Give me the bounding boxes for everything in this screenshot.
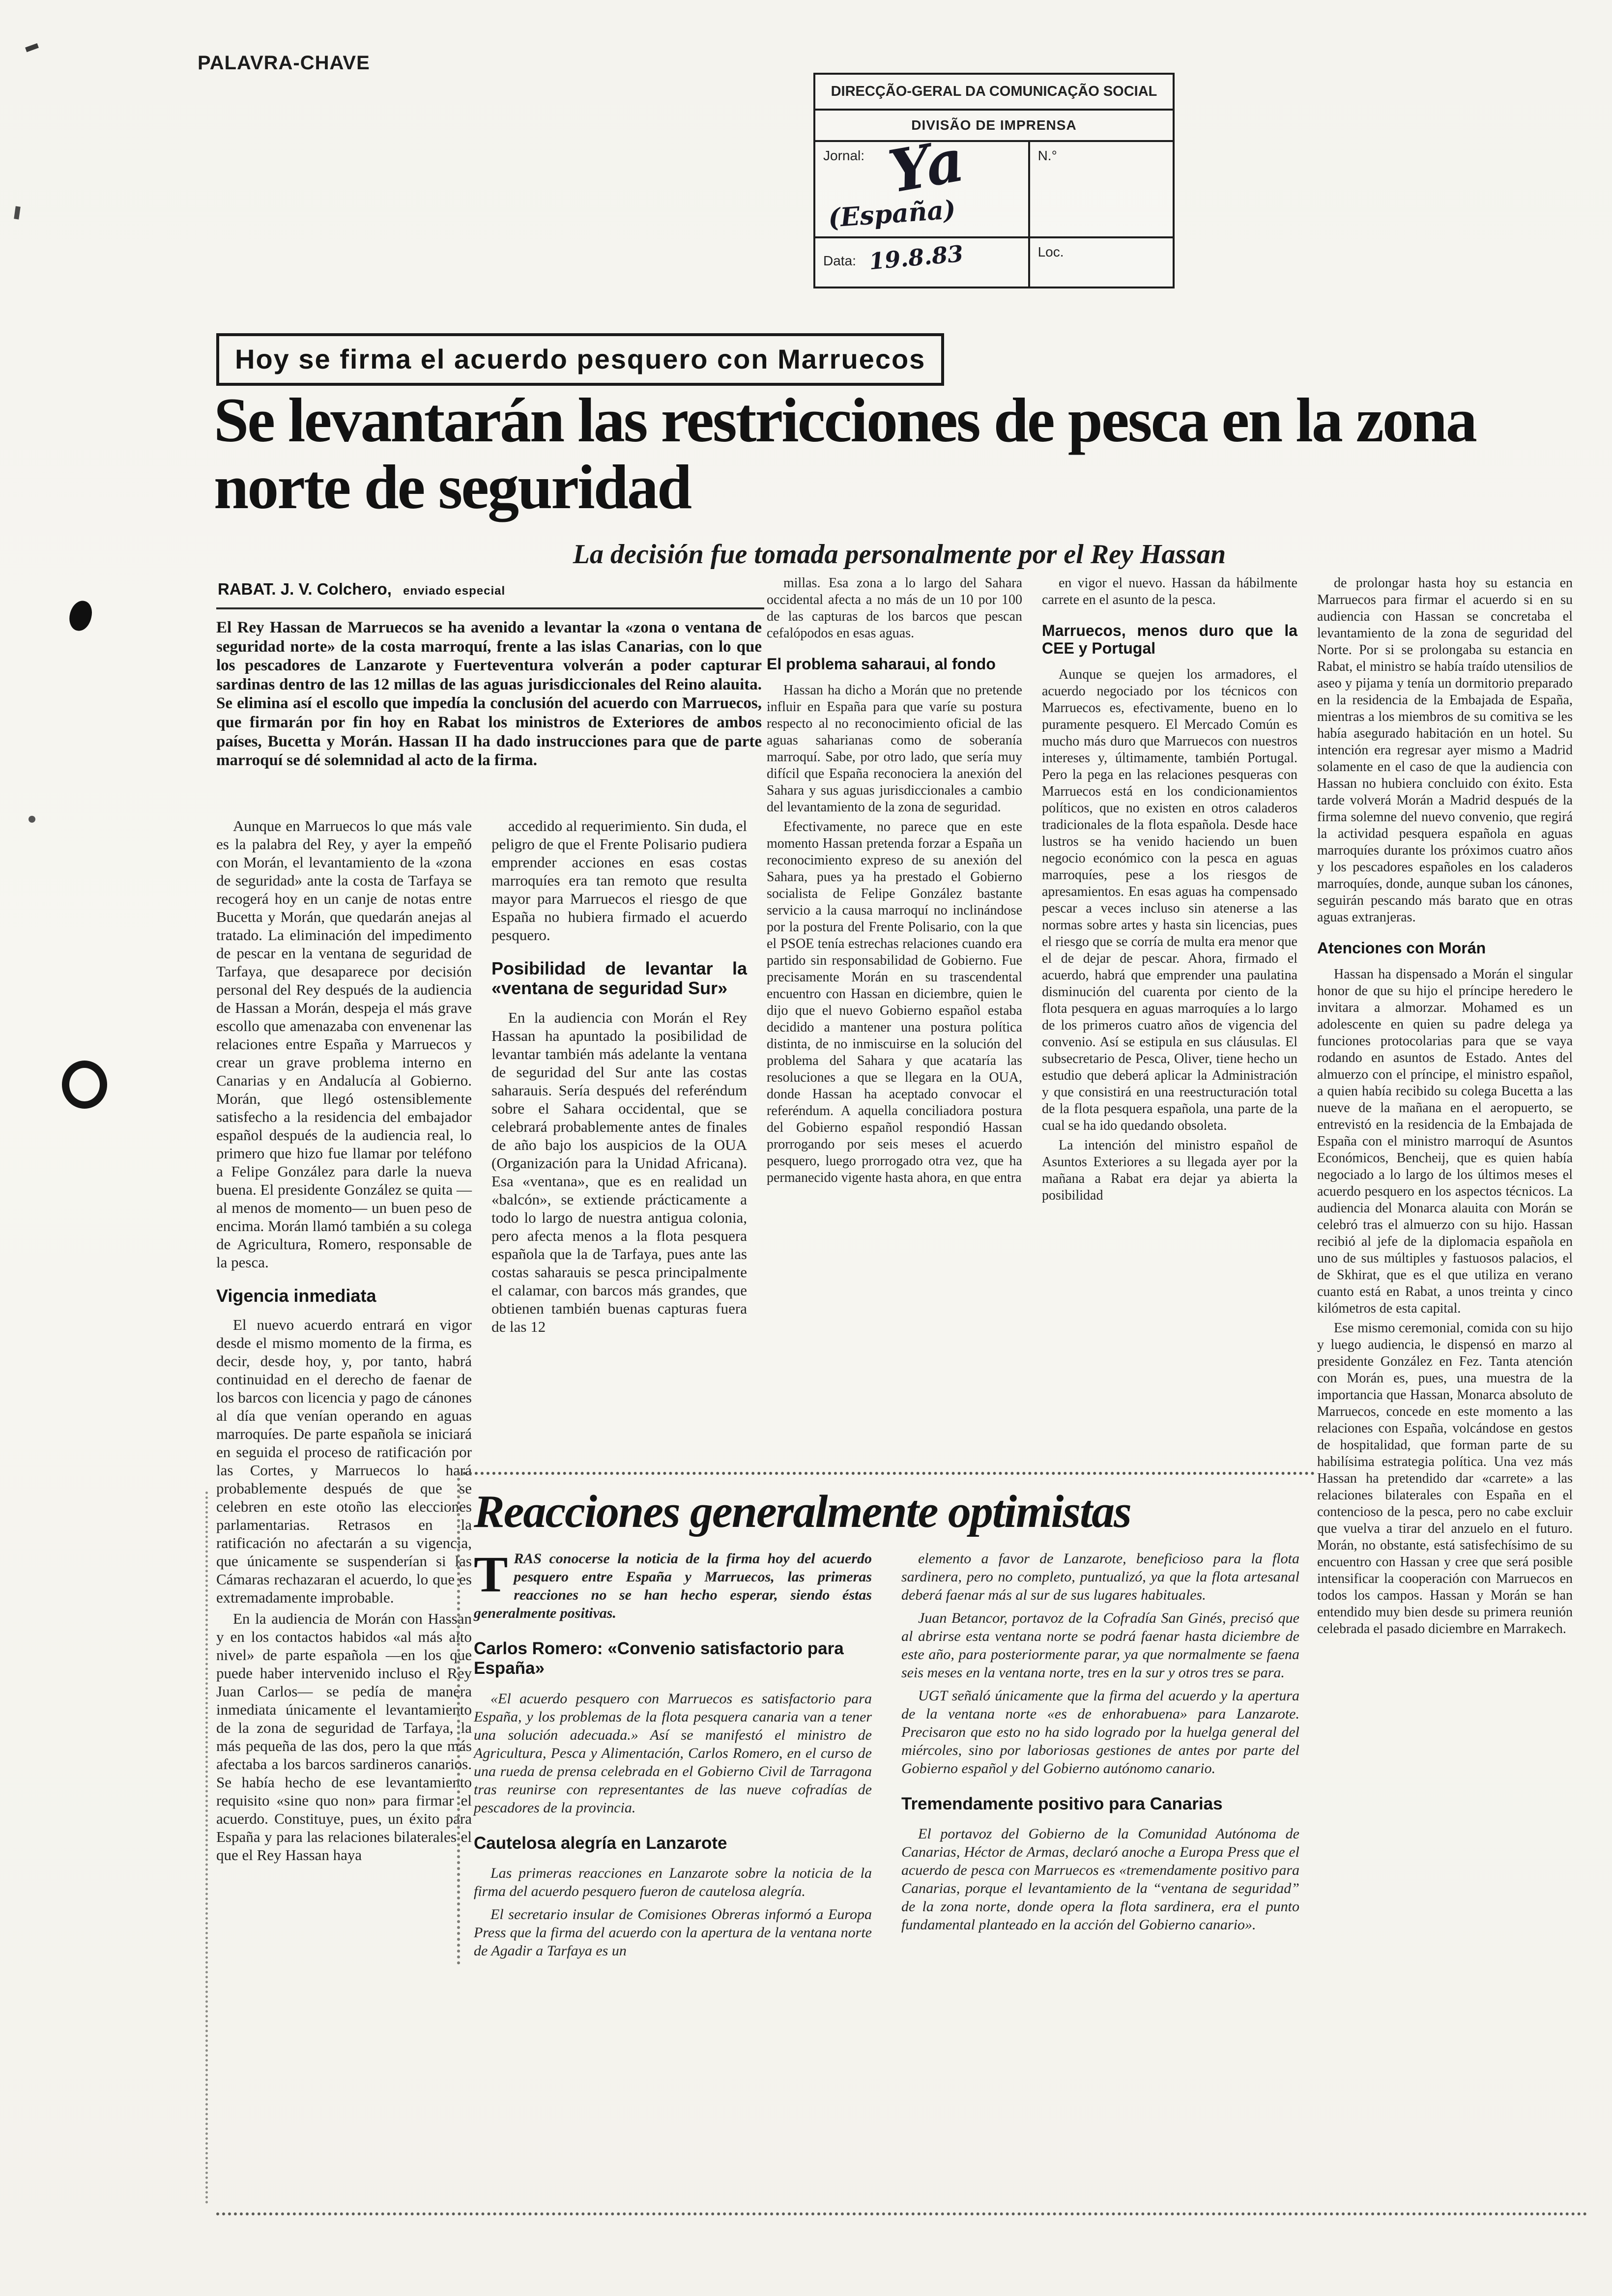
dotted-separator-bottom [216, 2212, 1587, 2215]
stamp-date-cell [815, 238, 1030, 287]
headline: Se levantarán las restricciones de pesca en la zona norte de seguridad [214, 385, 1476, 522]
stamp-title: DIRECÇÃO-GERAL DA COMUNICAÇÃO SOCIAL [815, 75, 1173, 111]
dotted-separator-vertical [205, 1492, 208, 2204]
loc-label: Loc. [1037, 244, 1064, 259]
dropcap: T [474, 1546, 508, 1603]
body-paragraph: El nuevo acuerdo entrará en vigor desde el mismo momento de la firma, es decir, desde hoy, y, por tanto, habrá continuidad en el derecho de faenar de los barcos con licencia y pago de cánones al día que venían operando en aguas marroquíes. De parte española se iniciará en seguida el proceso de ratificación por las Cortes, y Marruecos lo hará probablemente después de que se celebren en este otoño las elecciones parlamentarias. Retrasos en la ratificación no afectarán a su vigencia, que únicamente se suspenderían si las Cámaras rechazaran el acuerdo, lo que es extremadamente improbable. [216, 1316, 472, 1607]
section-heading: Tremendamente positivo para Canarias [901, 1794, 1223, 1813]
body-paragraph: millas. Esa zona a lo largo del Sahara occidental afecta a no más de un 10 por 100 de las capturas de los barcos que pescan cefalópodos en esas aguas. [767, 575, 1022, 641]
section-heading: Marruecos, menos duro que la CEE y Portugal [1042, 622, 1297, 657]
reactions-columns [474, 1546, 1315, 1965]
section-heading: Posibilidad de levantar la «ventana de seguridad Sur» [491, 958, 747, 999]
kicker: Hoy se firma el acuerdo pesquero con Marruecos [216, 333, 944, 386]
jornal-handwritten-value: Ya [883, 125, 969, 206]
scan-artifact-speck [29, 816, 35, 823]
section-heading: Cautelosa alegría en Lanzarote [474, 1833, 727, 1853]
byline-note: enviado especial [403, 584, 506, 598]
body-paragraph: Hassan ha dicho a Morán que no pretende influir en España para que varíe su postura respecto al no reconocimiento oficial de las aguas saharianas como de soberanía marroquí. Sabe, por otro lado, que sería muy difícil que España reconociera la anexión del Sahara y sus aguas jurisdiccionales a cambio del levantamiento de la zona de seguridad. [767, 682, 1022, 815]
body-paragraph: Juan Betancor, portavoz de la Cofradía San Ginés, precisó que al abrirse esta ventana norte se podrá faenar hasta diciembre de este año, para posteriormente parar, ya que normalmente se faena seis meses en la ventana norte, tres en la sur y otros tres se para. [901, 1610, 1299, 1681]
body-paragraph: Aunque en Marruecos lo que más vale es la palabra del Rey, y ayer la empeñó con Morán, el levantamiento de la «zona de seguridad» ante la costa de Tarfaya se recogerá hoy en un canje de notas entre Bucetta y Morán, que quedarán anejas al tratado. La eliminación del impedimento de pescar en la ventana de seguridad de Tarfaya, que desaparece por decisión personal del Rey después de la audiencia de Hassan a Morán, despeja el más grave escollo que amenazaba con envenenar las relaciones entre España y Marruecos y crear un grave problema interno en Canarias y en Andalucía al Gobierno. Morán, que llegó ostensiblemente satisfecho a la residencia del embajador español después de la audiencia real, lo primero que hizo fue llamar por teléfono a Felipe González para darle la nueva buena. El presidente González se quita —al menos de momento— un buen peso de encima. Morán llamó también a su colega de Agricultura, Romero, responsable de la pesca. [216, 817, 472, 1271]
section-heading: Carlos Romero: «Convenio satisfactorio para España» [474, 1639, 844, 1678]
jornal-label: Jornal: [823, 148, 865, 163]
scan-artifact-ring [62, 1061, 107, 1109]
section-heading: El problema saharaui, al fondo [767, 655, 996, 673]
body-paragraph: La intención del ministro español de Asuntos Exteriores a su llegada ayer por la mañana a Rabat era dejar ya abierta la posibilidad [1042, 1137, 1297, 1203]
date-label: Data: [823, 253, 856, 268]
stamp-number-cell [1030, 142, 1173, 236]
scan-artifact-speck [14, 206, 21, 219]
byline-rule [216, 607, 764, 609]
byline [218, 580, 505, 599]
body-paragraph: elemento a favor de Lanzarote, beneficioso para la flota sardinera, pero no completo, puntualizó, ya que la flota artesanal deberá faenar más al sur de sus lugares habituales. [901, 1550, 1299, 1603]
section-heading: Atenciones con Morán [1317, 939, 1486, 957]
stamp-loc-cell [1030, 238, 1173, 287]
reactions-right-blocks [901, 1550, 1299, 1934]
body-paragraph: UGT señaló únicamente que la firma del acuerdo y la apertura de la ventana norte «es de enhorabuena» para Lanzarote. Precisaron que esto no ha sido logrado por la huelga general del miércoles, sino por laboriosas gestiones de antes por parte del Gobierno español y del Gobierno autónomo canario. [901, 1688, 1299, 1777]
reactions-headline: Reacciones generalmente optimistas [474, 1486, 1131, 1537]
reactions-intro [474, 1546, 872, 1622]
body-paragraph: de prolongar hasta hoy su estancia en Marruecos para firmar el acuerdo si en su audiencia con Hassan se concretaba el levantamiento de la zona de seguridad del Norte. Por si se prolongaba su estancia en Rabat, el ministro se había traído utensilios de aseo y pijama y tenía un dormitorio preparado en la residencia de la Embajada de España, mientras a los miembros de su comitiva se les había asegurado habitación en un hotel. Su intención era regresar ayer mismo a Madrid solamente en el caso de que la audiencia con Hassan no hubiera concluido con éxito. Esta tarde volverá Morán a Madrid después de la firma solemne del nuevo convenio, que regirá la actividad pesquera española en aguas marroquíes durante los próximos cuatro años y los pescadores españoles en los caladeros marroquíes, donde, aunque suban los cánones, seguirán pescando más barato que en otras aguas extranjeras. [1317, 575, 1573, 925]
body-column-5 [1317, 575, 1573, 1640]
date-handwritten-value: 19.8.83 [867, 240, 964, 275]
body-column-2 [491, 817, 747, 1339]
body-column-3 [767, 575, 1022, 1189]
scan-artifact-speck [25, 43, 39, 52]
reactions-column-right [901, 1550, 1299, 1965]
body-column-1 [216, 817, 472, 1867]
press-office-stamp [813, 73, 1175, 288]
subhead: La decisión fue tomada personalmente por el Rey Hassan [573, 539, 1226, 570]
body-paragraph: Hassan ha dispensado a Morán el singular honor de que su hijo el príncipe heredero le invitara a almorzar. Mohamed es un adolescente en quien su padre delega ya funciones protocolarias para que se vaya rodando en asuntos de Estado. Antes del almuerzo con el príncipe, el ministro español, a quien había recibido su colega Bucetta a las nueve de la mañana en el aeropuerto, se entrevistó en la residencia de la Embajada de España con el ministro marroquí de Asuntos Económicos, Bencheij, que es quien había negociado a lo largo de los últimos meses el acuerdo pesquero en los aspectos técnicos. La audiencia del Monarca alauita con Morán se celebró tras el almuerzo con su hijo. Hassan recibió al jefe de la diplomacia española en uno de sus múltiples y fastuosos palacios, el de Skhirat, que es el que utiliza en verano cuanto está en Rabat, a unos treinta y cinco kilómetros de esta capital. [1317, 966, 1573, 1316]
body-paragraph: Ese mismo ceremonial, comida con su hijo y luego audiencia, le dispensó en marzo al presidente González en Fez. Tanta atención con Morán es, pues, una muestra de la importancia que Hassan, Monarca absoluto de Marruecos, concede en este momento a las relaciones con España, volcándose en gestos de hospitalidad, que forman parte de su habilísima estrategia política. Una vez más Hassan ha pretendido dar «carrete» a las relaciones bilaterales con España en el contencioso de la pesca, pero no cabe excluir que vuelva a tirar del anzuelo en el futuro. Morán, no obstante, está satisfechísimo de su encuentro con Hassan y cree que será posible intensificar la cooperación con Marruecos en todos los campos. Hassan y Morán se han entendido muy bien desde su primera reunión celebrada el pasado diciembre en Marrakech. [1317, 1320, 1573, 1636]
reactions-section [457, 1472, 1315, 1965]
body-paragraph: En la audiencia de Morán con Hassan y en los contactos habidos «al más alto nivel» de parte española —en los que puede haber intervenido incluso el Rey Juan Carlos— se pedía de manera inmediata únicamente el levantamiento de la zona de seguridad de Tarfaya, la más pequeña de las dos, pero la que más afectaba a los barcos sardineros canarios. Se había hecho de ese levantamiento requisito «sine quo non» para firmar el acuerdo. Constituye, pues, un éxito para España y para las relaciones bilaterales el que el Rey Hassan haya [216, 1610, 472, 1864]
keyword-label: PALAVRA-CHAVE [198, 52, 370, 74]
body-paragraph: Efectivamente, no parece que en este momento Hassan pretenda forzar a España un reconocimiento expreso de su anexión del Sahara, pues ya ha prestado el Gobierno socialista de Felipe González bastante servicio a la causa marroquí no inclinándose por la postura del Frente Polisario, con la que el PSOE tenía estrechas relaciones cuando era partido sin responsabilidad de Gobierno. Fue precisamente Morán en su trascendental encuentro con Hassan en diciembre, quien le dijo que el nuevo Gobierno español estaba decidido a mantener una postura política distinta, de no inmiscuirse en la solución del problema del Sahara y que acataría las resoluciones a que se llegara en la OUA, donde Hassan ha aceptado convocar el referéndum. A aquella conciliadora postura del Gobierno español respondió Hassan prorrogando por seis meses el acuerdo pesquero, luego prorrogado otra vez, que ha permanecido vigente hasta ahora, en que entra [767, 819, 1022, 1185]
body-paragraph: Las primeras reacciones en Lanzarote sobre la noticia de la firma del acuerdo pesquero fueron de cautelosa alegría. [474, 1865, 872, 1899]
body-paragraph: En la audiencia con Morán el Rey Hassan ha apuntado la posibilidad de levantar también más adelante la ventana de seguridad del Sur ante las costas saharauis. Sería después del referéndum sobre el Sahara occidental, que se celebrará probablemente antes de finales de año bajo los auspicios de la OUA (Organización para la Unidad Africana). Esa «ventana», que es en realidad un «balcón», se extiende prácticamente a todo lo largo de nuestra antigua colonia, pero afecta menos a la flota pesquera española que la de Tarfaya, pues ante las costas saharauis se pesca principalmente el calamar, con barcos más grandes, que obtienen también buenas capturas fuera de las 12 [491, 1008, 747, 1335]
byline-author: RABAT. J. V. Colchero, [218, 580, 392, 598]
body-paragraph: El portavoz del Gobierno de la Comunidad Autónoma de Canarias, Héctor de Armas, declaró anoche a Europa Press que el acuerdo de pesca con Marruecos es «tremendamente positivo para Canarias, porque el levantamiento de la “ventana de seguridad” de la zona norte, donde opera la flota sardinera, era el punto fundamental planteado en la acción del Gobierno canario». [901, 1826, 1299, 1933]
body-paragraph: en vigor el nuevo. Hassan da hábilmente carrete en el asunto de la pesca. [1042, 575, 1297, 607]
reactions-column-left [474, 1546, 872, 1965]
body-paragraph: «El acuerdo pesquero con Marruecos es satisfactorio para España, y los problemas de la flota pesquera canaria van a tener una solución adecuada.» Así se manifestó el ministro de Agricultura, Pesca y Alimentación, Carlos Romero, en el curso de una rueda de prensa celebrada en el Gobierno Civil de Tarragona tras reunirse con representantes de las nueve cofradías de pescadores de la provincia. [474, 1690, 872, 1816]
body-paragraph: accedido al requerimiento. Sin duda, el peligro de que el Frente Polisario pudiera emprender acciones en esas costas marroquíes era tan remoto que resulta mayor para Marruecos el riesgo de que España no hubiera firmado el acuerdo pesquero. [491, 817, 747, 944]
body-paragraph: Aunque se quejen los armadores, el acuerdo negociado por los técnicos con Marruecos es, efectivamente, bueno en lo puramente pesquero. El Mercado Común es mucho más duro que Marruecos con nuestros intereses y, últimamente, también Portugal. Pero la pega en las relaciones pesqueras con Marruecos está en los condicionamientos políticos, que no existen en otros caladeros tradicionales de la flota española. Desde hace lustros se ha venido haciendo un buen negocio económico con la pesca en aguas marroquíes, pese a los riesgos de apresamientos. En esas aguas ha compensado pescar a veces incluso sin atenerse a las normas sobre artes y hasta sin licencias, pues el riesgo que se corría de multa era menor que el de dejar de pescar. Ahora, firmado el acuerdo, habrá que emprender una paulatina disminución del cuarenta por ciento de la flota pesquera en aguas marroquíes a lo largo de los primeros cuatro años de vigencia del convenio. Así se estipula en sus cláusulas. El subsecretario de Pesca, Oliver, tiene hecho un estudio que deberá aplicar la Administración y que consistirá en una reestructuración total de la flota pesquera española, una parte de la cual se ha ido quedando obsoleta. [1042, 666, 1297, 1133]
lead-paragraph: El Rey Hassan de Marruecos se ha avenido a levantar la «zona o ventana de seguridad norte» de la costa marroquí, frente a las islas Canarias, con lo que los pescadores de Lanzarote y Fuerteventura volverán a poder capturar sardinas dentro de las 12 millas de las aguas jurisdiccionales del Reino alauita. Se elimina así el escollo que impedía la conclusión del acuerdo con Marruecos, que firmarán por fin hoy en Rabat los ministros de Exteriores de ambos países, Bucetta y Morán. Hassan II ha dado instrucciones para que de parte marroquí se dé solemnidad al acto de la firma. [216, 619, 762, 770]
body-paragraph: El secretario insular de Comisiones Obreras informó a Europa Press que la firma del acuerdo con la apertura de la ventana norte de Agadir a Tarfaya es un [474, 1906, 872, 1959]
stamp-date-row [815, 238, 1173, 287]
stamp-subtitle: DIVISÃO DE IMPRENSA [815, 111, 1173, 142]
reactions-left-blocks [474, 1639, 872, 1960]
jornal-handwritten-detail: (España) [827, 195, 957, 233]
body-column-4 [1042, 575, 1297, 1207]
stamp-jornal-cell [815, 125, 1030, 236]
number-label: N.° [1037, 148, 1057, 163]
scan-artifact-ink-blot [66, 599, 95, 633]
section-heading: Vigencia inmediata [216, 1286, 376, 1306]
reactions-intro-text: RAS conocerse la noticia de la firma hoy del acuerdo pesquero entre España y Marruecos, las primeras reacciones no se han hecho esperar, siendo éstas generalmente positivas. [474, 1550, 872, 1621]
